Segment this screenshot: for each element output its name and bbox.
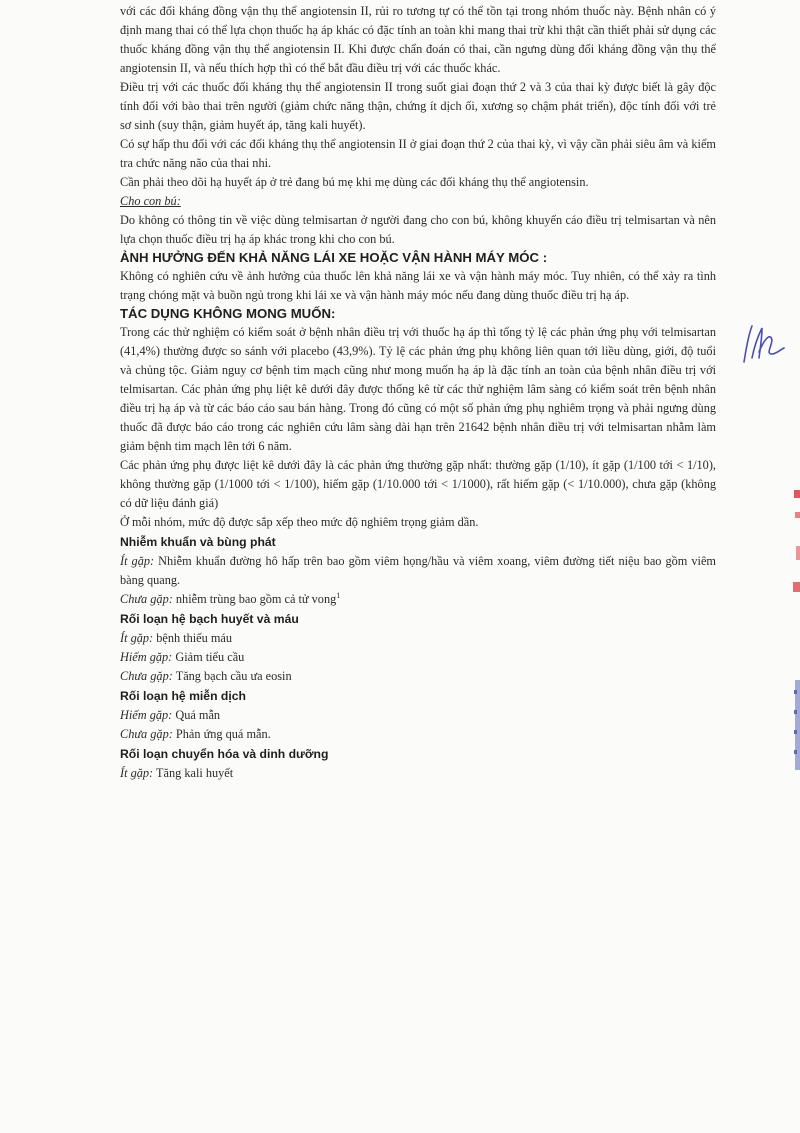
item-text: bệnh thiếu máu — [156, 631, 233, 645]
item-text: Tăng kali huyết — [156, 766, 234, 780]
section-title-infections: Nhiễm khuẩn và bùng phát — [120, 535, 276, 549]
frequency-label: Ít gặp: — [120, 766, 154, 780]
list-item — [120, 590, 716, 609]
adverse-order: Ở mỗi nhóm, mức độ được sắp xếp theo mức độ nghiêm trọng giảm dần. — [120, 515, 479, 529]
frequency-label: Ít gặp: — [120, 554, 155, 568]
list-item — [120, 552, 716, 590]
item-text: Quá mẫn — [175, 708, 221, 722]
frequency-label: Chưa gặp: — [120, 669, 173, 683]
paragraph: Cần phải theo dõi hạ huyết áp ở trẻ đang bú mẹ khi mẹ dùng các đối kháng thụ thể angiotensin. — [120, 175, 589, 189]
list-item — [120, 629, 716, 648]
section-title-immune: Rối loạn hệ miễn dịch — [120, 689, 246, 703]
list-item — [120, 764, 716, 783]
list-item — [120, 725, 716, 744]
item-text: Tăng bạch cầu ưa eosin — [175, 669, 292, 683]
frequency-label: Chưa gặp: — [120, 727, 173, 741]
item-text: Giảm tiểu cầu — [175, 650, 245, 664]
list-item — [120, 706, 716, 725]
adverse-heading: TÁC DỤNG KHÔNG MONG MUỐN: — [120, 306, 336, 321]
paragraph: với các đối kháng đồng vận thụ thể angiotensin II, rủi ro tương tự có thể tồn tại trong nhóm thuốc này. Bệnh nhân có ý định mang thai có thể lựa chọn thuốc hạ áp khác có đặc tính an toàn khi mang thai trừ khi thật cần thiết phải sử dụng các thuốc kháng đồng vận thụ thể angiotensin II. Khi được chẩn đoán có thai, cần ngưng dùng đối kháng đồng vận thụ thể angiotensin II, và nếu thích hợp thì có thể bắt đầu điều trị với các thuốc khác. — [120, 4, 716, 75]
stamp-edge-blue — [792, 680, 800, 770]
handwritten-initials — [738, 322, 788, 366]
list-item — [120, 667, 716, 686]
breastfeeding-text: Do không có thông tin về việc dùng telmisartan ở người đang cho con bú, không khuyến cáo điều trị telmisartan và nên lựa chọn thuốc điều trị hạ áp khác trong khi cho con bú. — [120, 213, 716, 246]
breastfeeding-label: Cho con bú: — [120, 194, 181, 208]
list-item — [120, 648, 716, 667]
paragraph: Có sự hấp thu đối với các đối kháng thụ thể angiotensin II ở giai đoạn thứ 2 của thai kỳ, vì vậy cần phải siêu âm và kiểm tra chức năng não của thai nhi. — [120, 137, 716, 170]
frequency-label: Ít gặp: — [120, 631, 154, 645]
frequency-label: Hiếm gặp: — [120, 708, 173, 722]
adverse-intro: Trong các thử nghiệm có kiểm soát ở bệnh nhân điều trị với thuốc hạ áp thì tổng tỷ lệ các phản ứng phụ với telmisartan (41,4%) thường được so sánh với placebo (43,9%). Tỷ lệ các phản ứng phụ không liên quan tới liều dùng, giới, độ tuổi và chủng tộc. Giảm nguy cơ bệnh tim mạch cũng như mong muốn hạ áp là đặc tính an toàn của bệnh nhân điều trị với telmisartan. Các phản ứng phụ liệt kê dưới đây được thống kê từ các thử nghiệm lâm sàng có kiểm soát trên bệnh nhân điều trị hạ áp và từ các báo cáo sau bán hàng. Trong đó cũng có một số phản ứng phụ nghiêm trọng và phải ngưng dùng thuốc đã được báo cáo trong các nghiên cứu lâm sàng dài hạn trên 21642 bệnh nhân điều trị với telmisartan nhằm làm giảm bệnh tim mạch lên tới 6 năm. — [120, 325, 716, 453]
footnote-marker: 1 — [336, 590, 341, 600]
section-title-metabolism: Rối loạn chuyển hóa và dinh dưỡng — [120, 747, 329, 761]
document-body — [120, 2, 716, 783]
item-text: Phản ứng quá mẫn. — [175, 727, 271, 741]
frequency-label: Hiếm gặp: — [120, 650, 173, 664]
driving-text: Không có nghiên cứu về ảnh hưởng của thuốc lên khả năng lái xe và vận hành máy móc. Tuy nhiên, có thể xảy ra tình trạng chóng mặt và buồn ngủ trong khi lái xe và vận hành máy móc nếu đang dùng thuốc điều trị hạ áp. — [120, 269, 716, 302]
item-text: nhiễm trùng bao gồm cả tử vong — [175, 592, 337, 606]
driving-heading: ẢNH HƯỞNG ĐẾN KHẢ NĂNG LÁI XE HOẶC VẬN HÀNH MÁY MÓC : — [120, 250, 548, 265]
frequency-label: Chưa gặp: — [120, 592, 173, 606]
adverse-frequency: Các phản ứng phụ được liệt kê dưới đây là các phản ứng thường gặp nhất: thường gặp (1/10), ít gặp (1/100 tới < 1/10), không thường gặp (1/1000 tới < 1/100), hiếm gặp (1/10.000 tới < 1/1000), rất hiếm gặp (< 1/10.000), chưa gặp (không có dữ liệu đánh giá) — [120, 458, 716, 510]
item-text: Nhiễm khuẩn đường hô hấp trên bao gồm viêm họng/hầu và viêm xoang, viêm đường tiết niệu bao gồm viêm bàng quang. — [120, 554, 716, 587]
section-title-blood: Rối loạn hệ bạch huyết và máu — [120, 612, 299, 626]
stamp-edge-red — [790, 490, 800, 610]
paragraph: Điều trị với các thuốc đối kháng thụ thể angiotensin II trong suốt giai đoạn thứ 2 và 3 của thai kỳ được biết là gây độc tính đối với bào thai trên người (giảm chức năng thận, chứng ít dịch ối, xương sọ chậm phát triển), độc tính đối với trẻ sơ sinh (suy thận, giảm huyết áp, tăng kali huyết). — [120, 80, 716, 132]
